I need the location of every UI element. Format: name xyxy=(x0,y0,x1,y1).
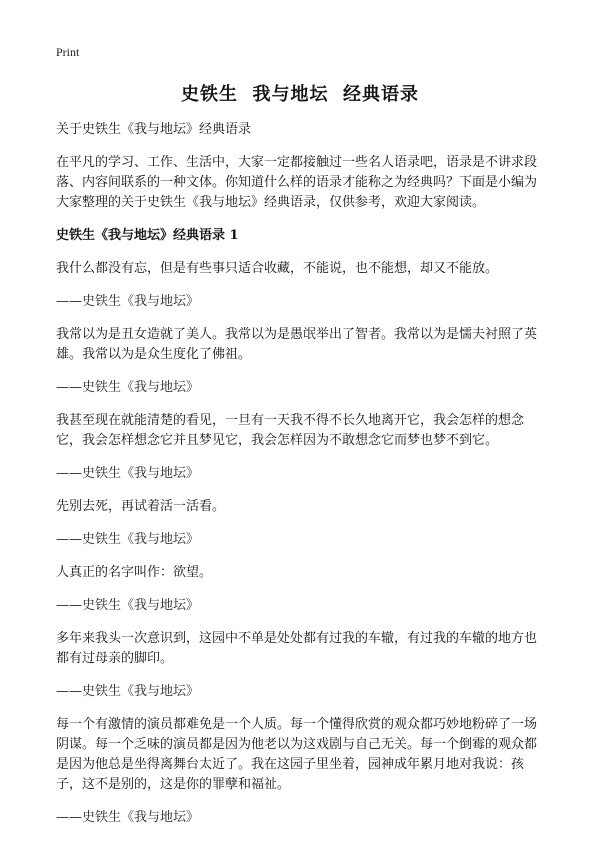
page-title: 史铁生 我与地坛 经典语录 xyxy=(180,84,420,105)
intro-paragraph: 在平凡的学习、工作、生活中，大家一定都接触过一些名人语录吧，语录是不讲求段落、内容间联系的一种文体。你知道什么样的语录才能称之为经典吗？下面是小编为大家整理的关于史铁生《我与地坛》经典语录，仅供参考，欢迎大家阅读。 xyxy=(56,155,538,210)
quote-text: 我甚至现在就能清楚的看见，一旦有一天我不得不长久地离开它，我会怎样的想念它，我会怎样想念它并且梦见它，我会怎样因为不敢想念它而梦也梦不到它。 xyxy=(56,413,525,448)
section-heading: 史铁生《我与地坛》经典语录 1 xyxy=(56,228,239,243)
quote-source: ——史铁生《我与地坛》 xyxy=(56,532,200,547)
subtitle: 关于史铁生《我与地坛》经典语录 xyxy=(56,122,252,137)
quote-source: ——史铁生《我与地坛》 xyxy=(56,810,200,825)
print-label: Print xyxy=(56,45,80,59)
quote-source: ——史铁生《我与地坛》 xyxy=(56,598,200,613)
quote-source: ——史铁生《我与地坛》 xyxy=(56,684,200,699)
quote-text: 我什么都没有忘，但是有些事只适合收藏，不能说，也不能想，却又不能放。 xyxy=(56,261,499,276)
quote-text: 我常以为是丑女造就了美人。我常以为是愚氓举出了智者。我常以为是懦夫衬照了英雄。我常以为是众生度化了佛祖。 xyxy=(56,327,538,362)
document-body xyxy=(56,120,544,841)
quote-text: 人真正的名字叫作：欲望。 xyxy=(56,565,213,580)
quote-text: 先别去死，再试着活一活看。 xyxy=(56,499,226,514)
quote-source: ——史铁生《我与地坛》 xyxy=(56,466,200,481)
quote-source: ——史铁生《我与地坛》 xyxy=(56,380,200,395)
quote-source: ——史铁生《我与地坛》 xyxy=(56,294,200,309)
quote-text: 多年来我头一次意识到，这园中不单是处处都有过我的车辙，有过我的车辙的地方也都有过母亲的脚印。 xyxy=(56,631,538,666)
quote-text: 每一个有激情的演员都难免是一个人质。每一个懂得欣赏的观众都巧妙地粉碎了一场阴谋。每一个乏味的演员都是因为他老以为这戏剧与自己无关。每一个倒霉的观众都是因为他总是坐得离舞台太近了。我在这园子里坐着，园神成年累月地对我说：孩子，这不是别的，这是你的罪孽和福祉。 xyxy=(56,717,538,792)
